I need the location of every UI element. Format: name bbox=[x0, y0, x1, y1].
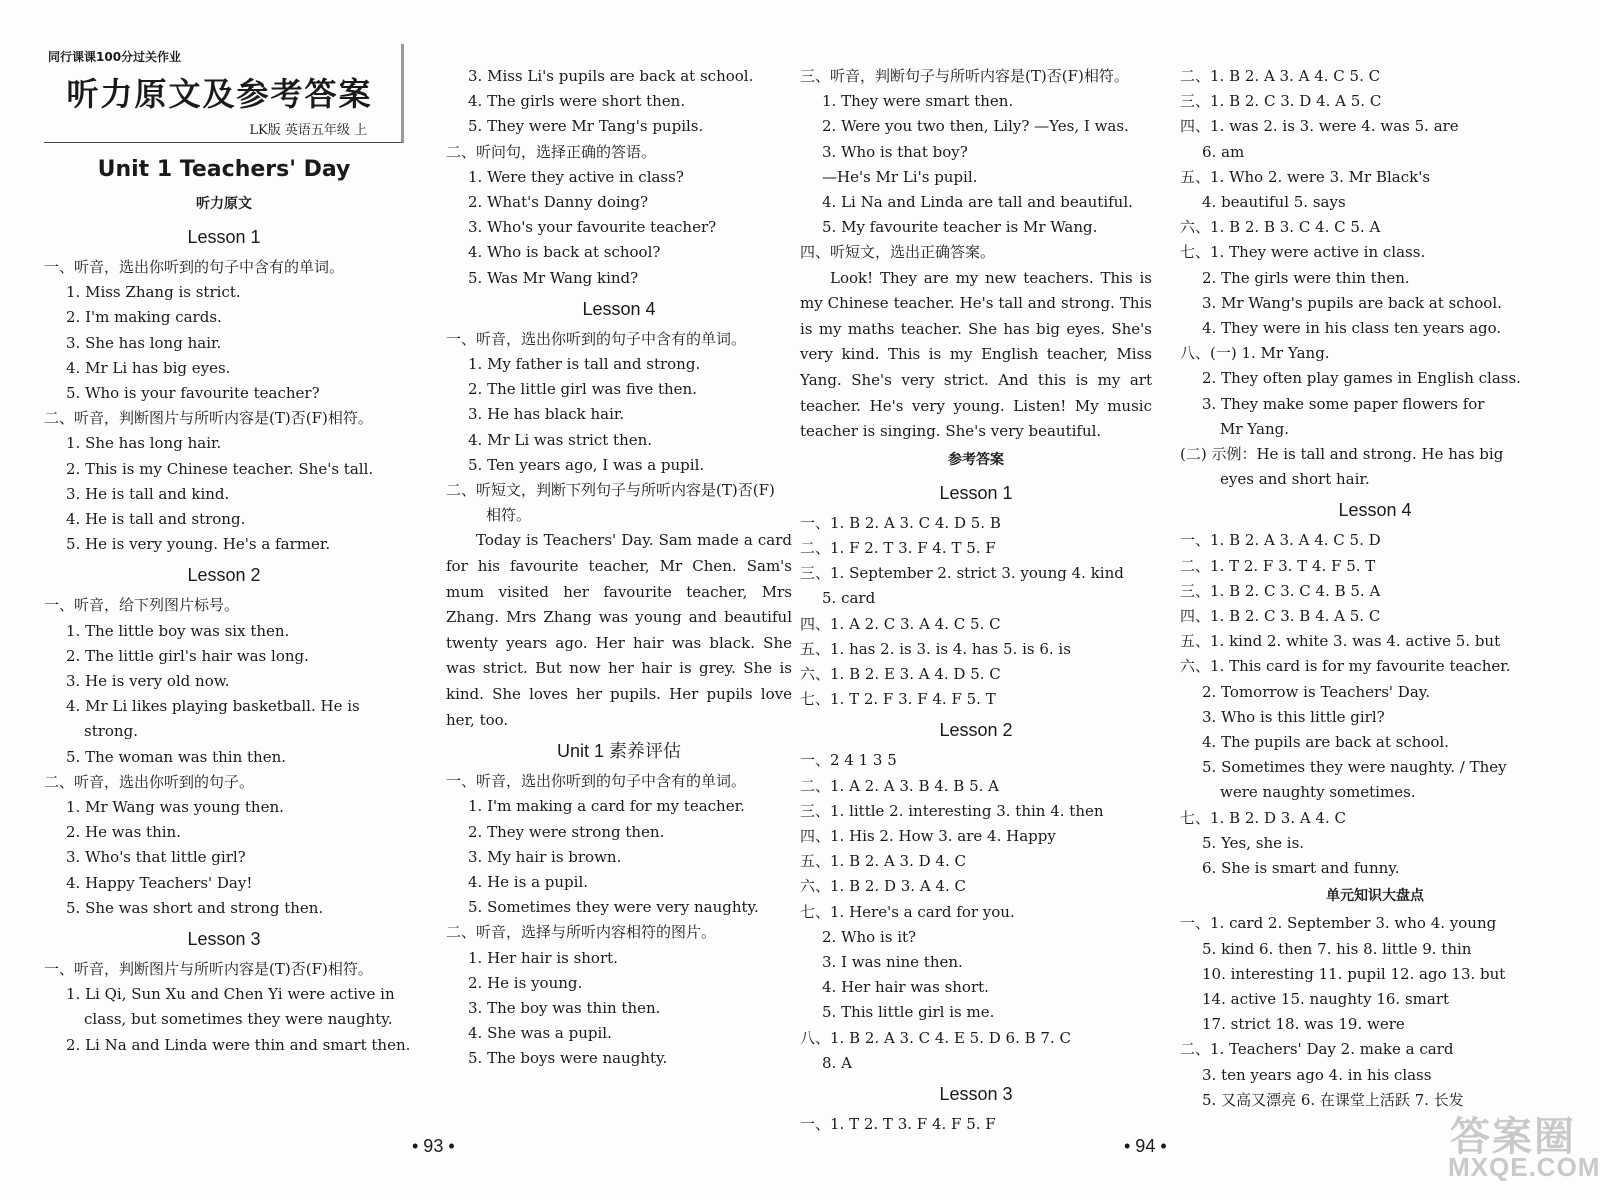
text-line: 4. Mr Li likes playing basketball. He is bbox=[66, 697, 360, 716]
text-line: 4. He is a pupil. bbox=[468, 873, 589, 892]
text-line: 三、1. September 2. strict 3. young 4. kind bbox=[800, 564, 1124, 583]
text-line: 一、1. T 2. T 3. F 4. F 5. F bbox=[800, 1115, 996, 1134]
text-line: 五、1. Who 2. were 3. Mr Black's bbox=[1180, 167, 1431, 186]
text-line: 3. He has black hair. bbox=[468, 405, 625, 424]
text-line: 1. My father is tall and strong. bbox=[468, 355, 701, 374]
text-line: 5. Sometimes they were naughty. / They bbox=[1202, 758, 1507, 777]
text-line: 一、听音，选出你听到的句子中含有的单词。 bbox=[446, 772, 747, 791]
text-line: 5. Yes, she is. bbox=[1202, 833, 1305, 852]
passage: Look! They are my new teachers. This is my Chinese teacher. He's tall and strong. This is my maths teacher. She has big eyes. She's very kind. This is my English teacher, Miss Yang. She's very strict. And this is my art teacher. He's very young. Listen! My music teacher is singing. She's very beautiful. bbox=[800, 268, 1152, 441]
text-line: 1. Her hair is short. bbox=[468, 948, 618, 967]
text-line: 七、1. They were active in class. bbox=[1180, 243, 1426, 262]
text-line: 四、1. His 2. How 3. are 4. Happy bbox=[800, 827, 1056, 846]
text-line: 二、听问句，选择正确的答语。 bbox=[446, 142, 657, 161]
text-line: 四、1. A 2. C 3. A 4. C 5. C bbox=[800, 614, 1001, 633]
text-line: 8. A bbox=[822, 1053, 852, 1072]
text-line: 3. Miss Li's pupils are back at school. bbox=[468, 67, 754, 85]
text-line: 六、1. B 2. B 3. C 4. C 5. A bbox=[1180, 218, 1381, 237]
series-name: 同行课课100分过关作业 bbox=[48, 50, 182, 64]
text-line: 5. Who is your favourite teacher? bbox=[66, 384, 320, 403]
text-line: 1. The little boy was six then. bbox=[66, 621, 290, 640]
text-line: 一、听音，选出你听到的句子中含有的单词。 bbox=[44, 258, 345, 276]
text-line: 5. She was short and strong then. bbox=[66, 898, 324, 917]
line-list bbox=[44, 255, 404, 557]
text-line: 5. Sometimes they were very naughty. bbox=[468, 898, 759, 917]
text-line: 2. What's Danny doing? bbox=[468, 193, 648, 212]
text-line: 17. strict 18. was 19. were bbox=[1202, 1015, 1405, 1034]
lesson-heading: Lesson 1 bbox=[939, 482, 1013, 503]
text-line: 4. beautiful 5. says bbox=[1202, 193, 1346, 212]
text-line: 4. Mr Li was strict then. bbox=[468, 430, 653, 449]
text-line: 三、1. little 2. interesting 3. thin 4. then bbox=[800, 801, 1104, 820]
text-line: (二) 示例：He is tall and strong. He has big bbox=[1180, 445, 1504, 464]
column-4 bbox=[1180, 64, 1570, 1113]
text-line: 5. My favourite teacher is Mr Wang. bbox=[822, 218, 1098, 237]
text-line: 4. They were in his class ten years ago. bbox=[1202, 319, 1502, 338]
watermark-url: MXQE.COM bbox=[1448, 1152, 1600, 1182]
text-line: 3. He is very old now. bbox=[66, 672, 230, 691]
text-line: 6. She is smart and funny. bbox=[1202, 859, 1400, 878]
text-line: strong. bbox=[84, 722, 138, 741]
text-line: 2. He was thin. bbox=[66, 823, 181, 842]
text-line: 3. My hair is brown. bbox=[468, 847, 622, 866]
text-line: 2. This is my Chinese teacher. She's tall. bbox=[66, 459, 374, 478]
text-line: 八、1. B 2. A 3. C 4. E 5. D 6. B 7. C bbox=[800, 1028, 1071, 1047]
text-line: 四、1. B 2. C 3. B 4. A 5. C bbox=[1180, 607, 1381, 626]
title-banner bbox=[44, 44, 404, 143]
text-line: 二、1. A 2. A 3. B 4. B 5. A bbox=[800, 776, 1000, 795]
text-line: 3. Mr Wang's pupils are back at school. bbox=[1202, 293, 1502, 312]
text-line: 三、1. B 2. C 3. C 4. B 5. A bbox=[1180, 581, 1381, 600]
section-title: 听力原文 bbox=[196, 196, 252, 212]
text-line: 二、听音，选择与所听内容相符的图片。 bbox=[446, 923, 717, 942]
text-line: 3. They make some paper flowers for bbox=[1202, 394, 1485, 413]
watermark-logo: 答案圈 bbox=[1450, 1115, 1576, 1159]
line-list bbox=[1180, 911, 1570, 1113]
line-list bbox=[800, 1112, 1152, 1137]
line-list bbox=[1180, 64, 1570, 492]
text-line: 14. active 15. naughty 16. smart bbox=[1202, 989, 1450, 1008]
page-number-left: • 93 • bbox=[412, 1136, 455, 1156]
text-line: 1. Were they active in class? bbox=[468, 167, 684, 186]
column-1 bbox=[44, 50, 411, 1058]
text-line: 七、1. Here's a card for you. bbox=[800, 902, 1015, 921]
text-line: 五、1. kind 2. white 3. was 4. active 5. but bbox=[1180, 632, 1501, 651]
text-line: 一、1. B 2. A 3. A 4. C 5. D bbox=[1180, 531, 1381, 550]
text-line: 5. The woman was thin then. bbox=[66, 747, 287, 766]
column-2 bbox=[446, 64, 792, 1072]
text-line: 八、(一) 1. Mr Yang. bbox=[1180, 344, 1330, 363]
page-title: 听力原文及参考答案 bbox=[66, 75, 373, 113]
text-line: 六、1. This card is for my favourite teacher. bbox=[1180, 657, 1511, 676]
text-line: 二、听短文，判断下列句子与所听内容是(T)否(F) bbox=[446, 481, 775, 500]
text-line: 5. card bbox=[822, 589, 876, 608]
lesson-heading: Lesson 2 bbox=[939, 720, 1013, 741]
text-line: 2. He is young. bbox=[468, 973, 583, 992]
text-line: 一、1. card 2. September 3. who 4. young bbox=[1180, 914, 1497, 933]
text-line: 5. They were Mr Tang's pupils. bbox=[468, 117, 704, 136]
text-line: 4. Happy Teachers' Day! bbox=[66, 873, 253, 892]
text-line: 3. Who is this little girl? bbox=[1202, 707, 1385, 726]
text-line: 二、听音，判断图片与所听内容是(T)否(F)相符。 bbox=[44, 409, 373, 428]
line-list bbox=[44, 593, 404, 921]
text-line: 2. Tomorrow is Teachers' Day. bbox=[1202, 682, 1431, 701]
text-line: 4. The girls were short then. bbox=[468, 92, 686, 111]
line-list bbox=[1180, 528, 1570, 881]
text-line: 3. Who's your favourite teacher? bbox=[468, 218, 717, 237]
text-line: 3. I was nine then. bbox=[822, 953, 963, 972]
text-line: 一、听音，给下列图片标号。 bbox=[44, 596, 240, 615]
text-line: 5. The boys were naughty. bbox=[468, 1049, 668, 1068]
text-line: 一、1. B 2. A 3. C 4. D 5. B bbox=[800, 513, 1001, 532]
text-line: 4. The pupils are back at school. bbox=[1202, 733, 1450, 752]
text-line: 6. am bbox=[1202, 142, 1245, 161]
text-line: 2. The little girl was five then. bbox=[468, 380, 697, 399]
passage: Today is Teachers' Day. Sam made a card for his favourite teacher, Mr Chen. Sam's mum visited her favourite teacher, Mrs Zhang. Mrs Zhang was young and beautiful twenty years ago. Her hair was black. She was strict. But now her hair is grey. She is kind. She loves her pupils. Her pupils love her, too. bbox=[446, 531, 792, 729]
lesson-heading: Lesson 4 bbox=[582, 298, 656, 319]
text-line: 4. Mr Li has big eyes. bbox=[66, 358, 231, 377]
text-line: 2. The little girl's hair was long. bbox=[66, 646, 309, 665]
text-line: 二、1. Teachers' Day 2. make a card bbox=[1180, 1040, 1454, 1059]
line-list bbox=[446, 64, 792, 291]
text-line: 1. They were smart then. bbox=[822, 92, 1014, 111]
text-line: 1. Miss Zhang is strict. bbox=[66, 283, 241, 302]
text-line: 2. They often play games in English class. bbox=[1202, 369, 1521, 388]
text-line: 3. Who is that boy? bbox=[822, 142, 968, 161]
text-line: 4. Her hair was short. bbox=[822, 978, 989, 997]
text-line: 4. Who is back at school? bbox=[468, 243, 661, 262]
line-list bbox=[800, 64, 1152, 266]
text-line: 五、1. B 2. A 3. D 4. C bbox=[800, 852, 966, 871]
text-line: 2. I'm making cards. bbox=[66, 308, 222, 327]
text-line: 4. Li Na and Linda are tall and beautiful. bbox=[822, 193, 1133, 212]
summary-heading: 单元知识大盘点 bbox=[1326, 888, 1424, 905]
text-line: 5. kind 6. then 7. his 8. little 9. thin bbox=[1202, 939, 1472, 958]
lesson-heading: Lesson 3 bbox=[939, 1084, 1013, 1105]
line-list bbox=[44, 957, 411, 1058]
text-line: 3. She has long hair. bbox=[66, 333, 222, 352]
text-line: 一、听音，判断图片与所听内容是(T)否(F)相符。 bbox=[44, 960, 373, 979]
text-line: 2. Were you two then, Lily? —Yes, I was. bbox=[822, 117, 1129, 136]
text-line: 3. He is tall and kind. bbox=[66, 484, 230, 503]
text-line: 5. He is very young. He's a farmer. bbox=[66, 535, 331, 554]
lesson-heading: Lesson 4 bbox=[1338, 500, 1412, 521]
text-line: 5. 又高又漂亮 6. 在课堂上活跃 7. 长发 bbox=[1202, 1090, 1464, 1109]
text-line: class, but sometimes they were naughty. bbox=[84, 1010, 393, 1029]
text-line: 5. This little girl is me. bbox=[822, 1003, 995, 1022]
text-line: 三、1. B 2. C 3. D 4. A 5. C bbox=[1180, 92, 1382, 111]
line-list bbox=[800, 511, 1152, 713]
text-line: 相符。 bbox=[486, 506, 532, 525]
text-line: 七、1. T 2. F 3. F 4. F 5. T bbox=[800, 690, 996, 709]
text-line: 2. They were strong then. bbox=[468, 822, 665, 841]
text-line: 4. She was a pupil. bbox=[468, 1024, 612, 1043]
text-line: 5. Was Mr Wang kind? bbox=[468, 268, 639, 287]
text-line: 六、1. B 2. D 3. A 4. C bbox=[800, 877, 966, 896]
text-line: were naughty sometimes. bbox=[1220, 783, 1416, 802]
text-line: 1. I'm making a card for my teacher. bbox=[468, 797, 745, 816]
text-line: 二、1. T 2. F 3. T 4. F 5. T bbox=[1180, 556, 1376, 575]
assessment-heading: Unit 1 素养评估 bbox=[556, 741, 682, 762]
text-line: 5. Ten years ago, I was a pupil. bbox=[468, 455, 705, 474]
column-3 bbox=[800, 64, 1152, 1137]
text-line: Mr Yang. bbox=[1220, 419, 1290, 438]
text-line: 3. The boy was thin then. bbox=[468, 999, 661, 1018]
text-line: 3. Who's that little girl? bbox=[66, 848, 246, 867]
text-line: 三、听音，判断句子与所听内容是(T)否(F)相符。 bbox=[800, 67, 1129, 85]
line-list bbox=[800, 748, 1152, 1076]
text-line: 4. He is tall and strong. bbox=[66, 510, 246, 529]
text-line: 2. Who is it? bbox=[822, 927, 917, 946]
text-line: 七、1. B 2. D 3. A 4. C bbox=[1180, 808, 1346, 827]
text-line: 一、2 4 1 3 5 bbox=[800, 751, 897, 770]
answers-heading: 参考答案 bbox=[948, 451, 1004, 468]
text-line: 10. interesting 11. pupil 12. ago 13. but bbox=[1202, 964, 1506, 983]
text-line: 1. She has long hair. bbox=[66, 434, 222, 453]
page-number-right: • 94 • bbox=[1124, 1136, 1167, 1156]
text-line: —He's Mr Li's pupil. bbox=[822, 167, 978, 186]
line-list bbox=[446, 769, 792, 1071]
unit-title: Unit 1 Teachers' Day bbox=[97, 157, 351, 182]
text-line: 五、1. has 2. is 3. is 4. has 5. is 6. is bbox=[800, 639, 1071, 658]
text-line: 二、1. B 2. A 3. A 4. C 5. C bbox=[1180, 67, 1381, 85]
edition-label: LK版 英语五年级 上 bbox=[249, 123, 367, 138]
lesson-heading: Lesson 2 bbox=[187, 565, 261, 586]
line-list bbox=[446, 327, 792, 529]
text-line: 2. The girls were thin then. bbox=[1202, 268, 1410, 287]
text-line: 2. Li Na and Linda were thin and smart then. bbox=[66, 1035, 411, 1054]
text-line: 六、1. B 2. E 3. A 4. D 5. C bbox=[800, 665, 1001, 683]
text-line: 1. Li Qi, Sun Xu and Chen Yi were active in bbox=[66, 985, 395, 1004]
lesson-heading: Lesson 3 bbox=[187, 929, 261, 950]
lesson-heading: Lesson 1 bbox=[187, 227, 261, 247]
text-line: 1. Mr Wang was young then. bbox=[66, 798, 284, 817]
text-line: 四、听短文，选出正确答案。 bbox=[800, 243, 996, 262]
text-line: 四、1. was 2. is 3. were 4. was 5. are bbox=[1180, 117, 1459, 136]
text-line: 二、听音，选出你听到的句子。 bbox=[44, 772, 255, 791]
text-line: 二、1. F 2. T 3. F 4. T 5. F bbox=[800, 538, 996, 557]
text-line: 一、听音，选出你听到的句子中含有的单词。 bbox=[446, 329, 747, 348]
text-line: 3. ten years ago 4. in his class bbox=[1202, 1065, 1432, 1084]
text-line: eyes and short hair. bbox=[1220, 470, 1370, 489]
